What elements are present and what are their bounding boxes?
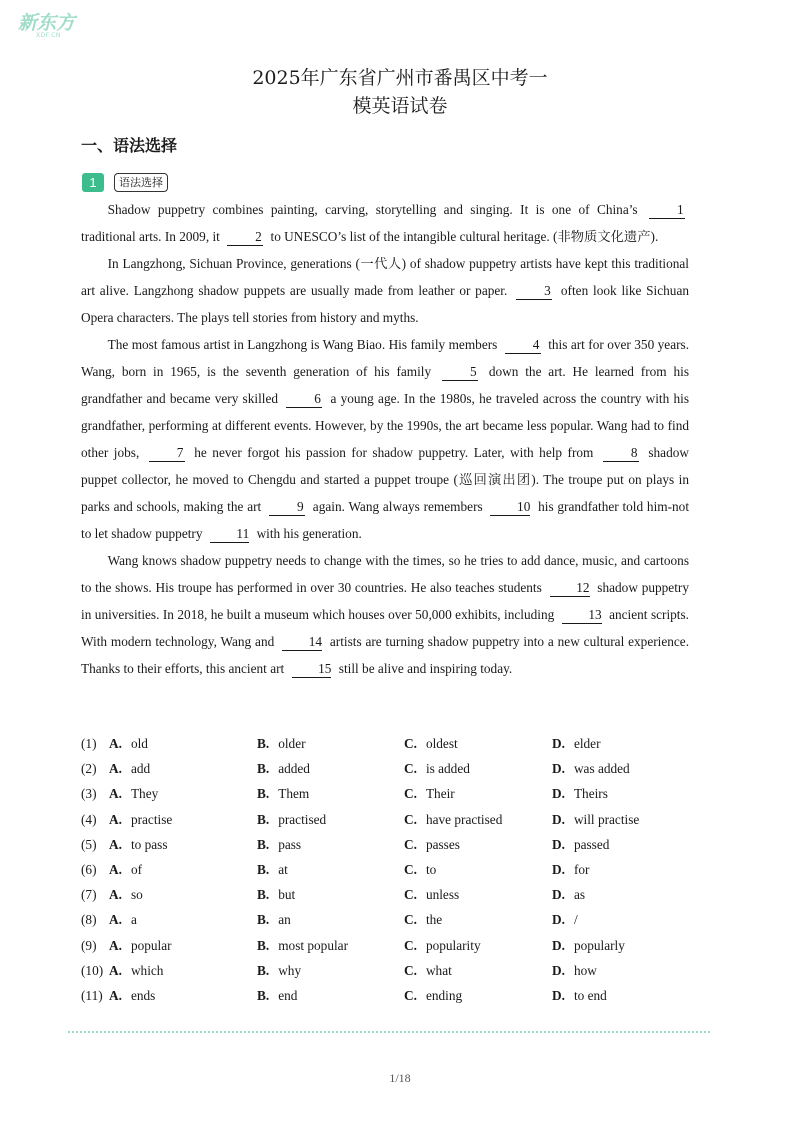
option-text: have practised [425, 811, 503, 827]
option-text: the [425, 912, 443, 928]
option-row [81, 756, 701, 781]
option-text: popular [130, 937, 172, 953]
option-letter: B. [257, 987, 270, 1003]
option-choice[interactable] [257, 882, 295, 907]
blank-8: 8 [603, 444, 639, 462]
logo-sub-text: XDF.CN [36, 32, 61, 39]
option-choice[interactable] [552, 857, 589, 882]
reading-passage [81, 196, 689, 682]
option-letter: A. [109, 887, 122, 903]
option-choice[interactable] [257, 958, 301, 983]
option-question-number: (5) [81, 836, 97, 852]
paragraph-2 [81, 250, 689, 331]
option-choice[interactable] [109, 781, 158, 806]
option-text: which [130, 962, 164, 978]
option-row [81, 983, 701, 1008]
blank-1: 1 [649, 201, 685, 219]
option-choice[interactable] [404, 731, 458, 756]
passage-text: Wang knows shadow puppetry needs to change with the times, so he tries to add dance, music, and cartoons to the shows. His troupe has performed in over 30 countries. He also teaches students [81, 553, 689, 595]
option-text: passes [425, 836, 460, 852]
option-choice[interactable] [109, 857, 142, 882]
option-letter: D. [552, 786, 565, 802]
option-letter: C. [404, 887, 417, 903]
blank-4: 4 [505, 336, 541, 354]
option-choice[interactable] [257, 756, 310, 781]
blank-12: 12 [550, 579, 590, 597]
option-letter: B. [257, 761, 270, 777]
option-choice[interactable] [109, 907, 137, 932]
option-text: to [425, 861, 437, 877]
option-letter: B. [257, 736, 270, 751]
passage-text: again. Wang always remembers [312, 499, 483, 514]
paragraph-3 [81, 331, 689, 547]
option-question-number: (10) [81, 962, 104, 978]
option-letter: D. [552, 861, 565, 877]
option-letter: C. [404, 736, 417, 751]
option-letter: B. [257, 887, 270, 903]
option-letter: C. [404, 761, 417, 777]
option-text: but [278, 887, 296, 903]
option-text: popularity [425, 937, 481, 953]
option-choice[interactable] [404, 781, 455, 806]
option-letter: C. [404, 836, 417, 852]
option-letter: A. [109, 761, 122, 777]
option-text: older [278, 736, 306, 751]
option-text: of [130, 861, 143, 877]
option-choice[interactable] [109, 832, 168, 857]
option-choice[interactable] [257, 857, 288, 882]
paragraph-4 [81, 547, 689, 682]
brand-logo [16, 8, 80, 44]
blank-6: 6 [286, 390, 322, 408]
option-text: at [278, 861, 288, 877]
option-letter: A. [109, 811, 122, 827]
option-choice[interactable] [109, 882, 143, 907]
option-question-number: (8) [81, 912, 97, 928]
document-title-line1: 2025年广东省广州市番禺区中考一 [252, 67, 548, 89]
option-text: practise [130, 811, 173, 827]
question-type-tag: 语法选择 [114, 173, 168, 192]
option-text: ends [130, 987, 156, 1003]
passage-text: he never forgot his passion for shadow puppetry. Later, with help from [194, 445, 594, 460]
option-letter: D. [552, 987, 565, 1003]
option-text: end [278, 987, 298, 1003]
option-choice[interactable] [257, 781, 309, 806]
answer-options [81, 731, 701, 1008]
option-choice[interactable] [404, 983, 462, 1008]
passage-text: still be alive and inspiring today. [338, 661, 513, 676]
option-row [81, 781, 701, 806]
option-row [81, 832, 701, 857]
passage-text: shadow puppetry in universities. In 2018, he built a museum which houses over 50,000 exhibits, including [81, 580, 689, 622]
option-text: Their [425, 786, 455, 802]
option-choice[interactable] [257, 807, 326, 832]
option-choice[interactable] [404, 857, 436, 882]
page-number: 1/18 [389, 1071, 411, 1085]
option-choice[interactable] [552, 731, 601, 756]
option-letter: C. [404, 962, 417, 978]
option-text: how [573, 962, 597, 978]
passage-text: with his generation. [256, 526, 362, 541]
passage-text: traditional arts. In 2009, it [81, 229, 220, 244]
option-letter: A. [109, 786, 122, 802]
option-choice[interactable] [404, 907, 442, 932]
document-title-line2: 模英语试卷 [352, 95, 448, 117]
option-question-number: (4) [81, 811, 97, 827]
question-number-badge: 1 [82, 173, 104, 192]
option-choice[interactable] [404, 933, 481, 958]
option-choice[interactable] [257, 832, 301, 857]
option-letter: A. [109, 962, 122, 978]
passage-text: often look like Sichuan Opera characters. The plays tell stories from history and myths. [81, 283, 690, 325]
option-choice[interactable] [404, 756, 470, 781]
option-row [81, 807, 701, 832]
option-letter: B. [257, 937, 270, 953]
blank-2: 2 [227, 228, 263, 246]
option-choice[interactable] [109, 958, 163, 983]
option-text: popularly [573, 937, 625, 953]
option-letter: C. [404, 937, 417, 953]
option-text: is added [425, 761, 470, 777]
passage-text: artists are turning shadow puppetry into a new cultural experience. Thanks to their efforts, this ancient art [81, 634, 690, 676]
passage-text: a young age. In the 1980s, he traveled across the country with his grandfather, performing at different events. However, by the 1990s, the art became less popular. Wang had to find other jobs, [81, 391, 689, 460]
option-question-number: (9) [81, 937, 97, 953]
option-letter: A. [109, 861, 122, 877]
option-text: unless [425, 887, 460, 903]
option-text: for [573, 861, 590, 877]
option-text: old [130, 736, 148, 751]
option-choice[interactable] [257, 907, 291, 932]
option-question-number: (11) [81, 987, 103, 1003]
option-text: / [573, 912, 578, 928]
option-choice[interactable] [404, 958, 452, 983]
option-letter: A. [109, 937, 122, 953]
option-letter: D. [552, 937, 565, 953]
option-text: to pass [130, 836, 168, 852]
option-text: Them [278, 786, 310, 802]
option-row [81, 857, 701, 882]
option-text: what [425, 962, 452, 978]
option-letter: B. [257, 962, 270, 978]
option-choice[interactable] [109, 933, 172, 958]
passage-text: this art for over 350 years. Wang, born in 1965, is the seventh generation of his family [81, 337, 690, 379]
option-choice[interactable] [552, 781, 608, 806]
option-letter: C. [404, 861, 417, 877]
option-choice[interactable] [109, 983, 155, 1008]
option-question-number: (2) [81, 761, 97, 777]
option-text: to end [573, 987, 607, 1003]
option-question-number: (1) [81, 736, 97, 751]
option-row [81, 731, 701, 756]
option-text: why [278, 962, 302, 978]
passage-text: down the art. He learned from his grandfather and became very skilled [81, 364, 689, 406]
passage-text: In Langzhong, Sichuan Province, generations (一代人) of shadow puppetry artists have kept this traditional art alive. Langzhong shadow puppets are usually made from leather or paper. [81, 256, 689, 298]
option-letter: C. [404, 811, 417, 827]
option-text: elder [573, 736, 601, 751]
option-letter: C. [404, 987, 417, 1003]
option-choice[interactable] [552, 882, 585, 907]
blank-14: 14 [282, 633, 322, 651]
option-text: add [130, 761, 151, 777]
option-letter: D. [552, 736, 565, 751]
option-choice[interactable] [552, 958, 597, 983]
option-choice[interactable] [552, 807, 639, 832]
option-text: Theirs [573, 786, 608, 802]
option-question-number: (6) [81, 861, 97, 877]
blank-7: 7 [149, 444, 185, 462]
option-letter: B. [257, 912, 270, 928]
blank-5: 5 [442, 363, 478, 381]
option-row [81, 882, 701, 907]
option-row [81, 958, 701, 983]
option-question-number: (3) [81, 786, 97, 802]
option-text: added [278, 761, 310, 777]
passage-text: Shadow puppetry combines painting, carving, storytelling and singing. It is one of China’s [107, 202, 638, 217]
option-choice[interactable] [257, 933, 348, 958]
option-question-number: (7) [81, 887, 97, 903]
option-choice[interactable] [552, 983, 607, 1008]
option-text: so [130, 887, 143, 903]
option-letter: D. [552, 887, 565, 903]
option-choice[interactable] [552, 907, 578, 932]
option-choice[interactable] [257, 983, 297, 1008]
option-letter: C. [404, 912, 417, 928]
option-choice[interactable] [404, 807, 502, 832]
logo-brand-text: 新东方 [18, 12, 76, 34]
option-text: oldest [425, 736, 458, 751]
option-letter: A. [109, 736, 122, 751]
option-text: passed [573, 836, 610, 852]
option-letter: D. [552, 761, 565, 777]
option-letter: D. [552, 811, 565, 827]
option-letter: D. [552, 962, 565, 978]
option-text: pass [278, 836, 302, 852]
blank-9: 9 [269, 498, 305, 516]
option-text: as [573, 887, 586, 903]
option-choice[interactable] [109, 731, 148, 756]
option-text: They [130, 786, 159, 802]
option-text: practised [278, 811, 327, 827]
option-row [81, 907, 701, 932]
option-text: ending [425, 987, 463, 1003]
option-choice[interactable] [552, 933, 625, 958]
option-text: was added [573, 761, 630, 777]
passage-text: The most famous artist in Langzhong is Wang Biao. His family members [107, 337, 498, 352]
option-text: will practise [573, 811, 640, 827]
blank-3: 3 [516, 282, 552, 300]
option-letter: C. [404, 786, 417, 802]
option-letter: A. [109, 836, 122, 852]
passage-text: to UNESCO’s list of the intangible cultural heritage. (非物质文化遗产). [270, 229, 659, 244]
footer-divider [68, 1031, 710, 1033]
option-choice[interactable] [257, 731, 306, 756]
option-choice[interactable] [109, 807, 172, 832]
option-letter: A. [109, 912, 122, 928]
passage-text: ancient scripts. With modern technology, Wang and [81, 607, 689, 649]
blank-10: 10 [490, 498, 530, 516]
option-row [81, 933, 701, 958]
option-choice[interactable] [552, 756, 630, 781]
passage-text: shadow puppet collector, he moved to Chengdu and started a puppet troupe (巡回演出团). The troupe put on plays in parks and schools, making the art [81, 445, 689, 514]
option-letter: B. [257, 836, 270, 852]
option-letter: A. [109, 987, 122, 1003]
option-text: a [130, 912, 137, 928]
option-letter: D. [552, 836, 565, 852]
option-text: most popular [278, 937, 349, 953]
option-choice[interactable] [404, 832, 460, 857]
passage-text: his grandfather told him-not to let shadow puppetry [81, 499, 690, 541]
section-heading: 一、语法选择 [81, 136, 178, 155]
option-letter: B. [257, 861, 270, 877]
option-text: an [278, 912, 291, 928]
option-letter: D. [552, 912, 565, 928]
blank-13: 13 [562, 606, 602, 624]
paragraph-1 [81, 196, 689, 250]
option-letter: B. [257, 811, 270, 827]
blank-11: 11 [210, 525, 249, 543]
option-choice[interactable] [404, 882, 459, 907]
option-choice[interactable] [109, 756, 150, 781]
option-letter: B. [257, 786, 270, 802]
blank-15: 15 [292, 660, 332, 678]
option-choice[interactable] [552, 832, 609, 857]
